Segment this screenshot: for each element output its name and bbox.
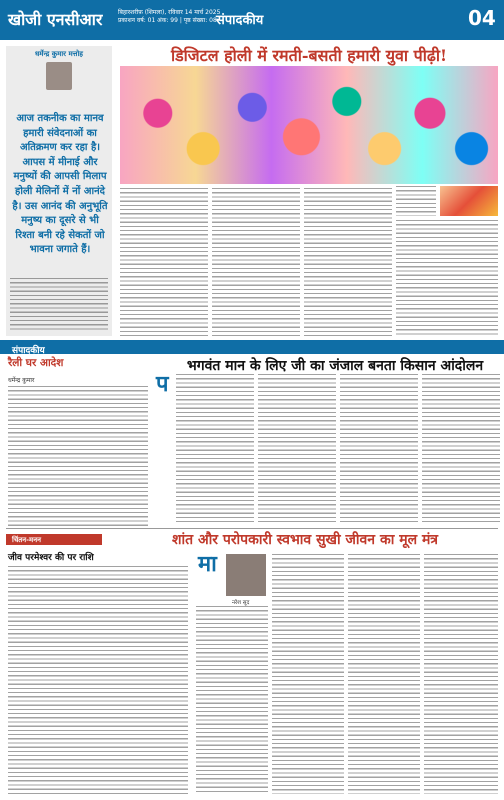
page-number: 04 bbox=[468, 6, 496, 30]
feature-body-col-4 bbox=[424, 554, 498, 794]
feature-author-name: नरेश सूद bbox=[232, 600, 250, 606]
story-headline: भगवंत मान के लिए जी का जंजाल बनता किसान आंदोलन bbox=[186, 358, 484, 374]
feature-body-col-2 bbox=[272, 554, 344, 794]
author-box bbox=[10, 50, 108, 93]
author-photo bbox=[46, 62, 72, 90]
feature-author-photo bbox=[226, 554, 266, 596]
issue-meta-line1: बिहारशरीफ़ (शिमला), रविवार 14 मार्च 2025 bbox=[118, 9, 221, 16]
feature-dropcap: मा bbox=[198, 552, 217, 577]
body-column-2 bbox=[212, 188, 300, 336]
newspaper-logo: खोजी एनसीआर bbox=[8, 10, 103, 29]
inset-photo bbox=[440, 186, 498, 216]
column-text bbox=[10, 278, 108, 330]
pull-quote: आज तकनीक का मानव हमारी संवेदनाओं का अतिक्रमण कर रहा है। आपस में मीनाई और मनुष्यों की आपसी मिलाप होली मेलिनों में नों आनंदे है। उस आनंद की अनुभूति मनुष्य का दूसरे से भी रिश्ता बनी रहे सेकतों जो भावना जगाते हैं। bbox=[12, 113, 108, 256]
body-column-4-top bbox=[396, 186, 436, 216]
story-body-col-1 bbox=[176, 374, 254, 524]
story-body-col-3 bbox=[340, 374, 418, 524]
lead-headline: डिजिटल होली में रमती-बसती हमारी युवा पीढ़ी! bbox=[170, 46, 448, 65]
chintan-headline: जीव परमेश्वर की पर राशि bbox=[8, 553, 94, 563]
author-name: धर्मेन्द्र कुमार मत्तोह bbox=[34, 50, 84, 58]
issue-meta-line2: प्रकाशन वर्ष: 01 अंक: 99 | पृष्ठ संख्या: 08 bbox=[118, 17, 217, 24]
section-band bbox=[0, 340, 504, 354]
body-column-4 bbox=[396, 220, 498, 336]
section-band-label: संपादकीय bbox=[12, 346, 45, 356]
story-dropcap: प bbox=[156, 372, 169, 397]
story-body-col-4 bbox=[422, 374, 500, 524]
left-story-body bbox=[8, 386, 148, 526]
section-divider bbox=[6, 528, 498, 529]
chintan-label bbox=[6, 534, 102, 545]
issue-meta bbox=[118, 9, 220, 25]
section-title: संपादकीय bbox=[216, 13, 264, 28]
lead-photo bbox=[120, 66, 498, 184]
left-column bbox=[6, 46, 112, 336]
story-body-col-2 bbox=[258, 374, 336, 524]
feature-body-col-3 bbox=[348, 554, 420, 794]
left-story-headline: रैली घर आदेश bbox=[8, 357, 64, 369]
left-story-byline: धर्मेन्द्र कुमार bbox=[8, 377, 35, 384]
chintan-body bbox=[8, 566, 188, 794]
body-column-3 bbox=[304, 188, 392, 336]
body-column-1 bbox=[120, 188, 208, 336]
feature-body-col-1 bbox=[196, 606, 268, 794]
feature-headline: शांत और परोपकारी स्वभाव सुखी जीवन का मूल मंत्र bbox=[171, 532, 439, 548]
chintan-label-text: चिंतन-मनन bbox=[12, 536, 41, 544]
page-header bbox=[0, 0, 504, 40]
